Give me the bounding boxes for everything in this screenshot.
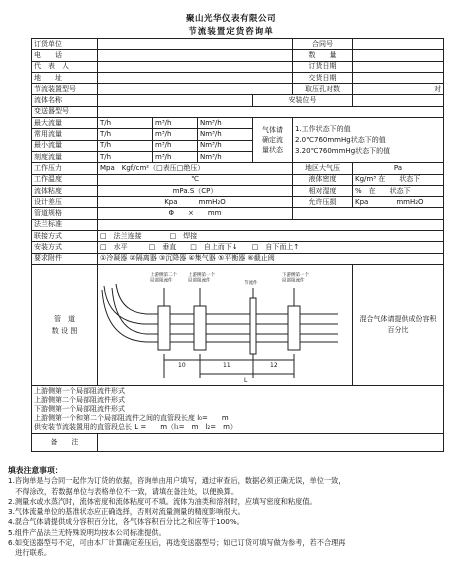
- pipe-spec-label: 管道规格: [32, 208, 98, 219]
- local-pressure-field[interactable]: Pa: [353, 163, 444, 174]
- relative-humidity-label: 相对湿度: [293, 185, 353, 196]
- pipe-layout-diagram: [98, 266, 353, 384]
- local-pressure-label: 地区大气压: [293, 163, 353, 174]
- fluid-viscosity-field[interactable]: mPa.S（CP）: [98, 185, 293, 196]
- common-flow-m3h[interactable]: m³/h: [153, 129, 198, 140]
- gas-option-2[interactable]: 2.0℃760mmHg状态下的值: [295, 135, 386, 144]
- representative-field[interactable]: [98, 61, 293, 72]
- note-line-5: 4.混合气体请提供成分容积百分比，各气体容积百分比之和应等于100%。: [8, 517, 244, 527]
- gas-condition-options[interactable]: [293, 118, 444, 163]
- allowable-loss-label: 允许压损: [293, 197, 353, 208]
- work-pressure-field[interactable]: Mpa Kgf/cm²（□表压□绝压）: [98, 163, 293, 174]
- pipe-diagram-label: 管 道 数 设 图: [32, 264, 98, 385]
- upstream-2-fitting: [158, 306, 170, 350]
- upstream-line-4[interactable]: 上游侧第一个和第二个局部阻流件之间的直管段长度 l₀= m: [34, 413, 229, 422]
- phone-field[interactable]: [98, 50, 293, 61]
- device-model-field[interactable]: [98, 84, 293, 95]
- work-temp-label: 工作温度: [32, 174, 98, 185]
- remarks-label: 备 注: [32, 433, 98, 451]
- gas-option-1[interactable]: 1.工作状态下的值: [295, 124, 351, 133]
- address-field[interactable]: [98, 72, 293, 83]
- notes-section: [8, 466, 456, 559]
- pipe-upper-wall: [104, 286, 338, 324]
- note-line-1: 1.咨询单是与合同一起作为订货的依据，咨询单由用户填写，通过审查后，数据必须正确无误，单位一致，: [8, 476, 346, 486]
- scale-flow-m3h[interactable]: m³/h: [153, 151, 198, 162]
- label-up1: 上游侧第一个局部阻流件: [188, 272, 215, 284]
- work-pressure-label: 工作压力: [32, 163, 98, 174]
- order-date-field[interactable]: [353, 61, 444, 72]
- note-line-7: 6.如变送器型号不定，可由本厂计算确定差压后，再选变送器型号；如已订货可填写做为参考，若不合理再: [8, 538, 346, 548]
- max-flow-m3h[interactable]: m³/h: [153, 118, 198, 129]
- transmitter-model-field[interactable]: [98, 106, 444, 117]
- max-flow-th[interactable]: T/h: [98, 118, 153, 129]
- pipe-lower-inner: [112, 288, 338, 334]
- note-line-2: 不得涂改，若数据单位与表格单位不一致，请填在备注处，以便换算。: [8, 486, 239, 496]
- allowable-loss-field[interactable]: Kpa mmH₂O: [353, 197, 444, 208]
- remarks-field[interactable]: [98, 433, 444, 451]
- standard-field[interactable]: [98, 219, 444, 230]
- install-tag-label: 安装位号: [253, 95, 353, 106]
- order-form-table: [31, 38, 444, 452]
- dim-text-12: 12: [270, 361, 278, 369]
- transmitter-model-label: 变送器型号: [32, 106, 98, 117]
- order-unit-field[interactable]: [98, 39, 293, 50]
- upstream-1-fitting: [194, 306, 206, 350]
- mixed-gas-note: 混合气体请提供成份容积 百分比: [353, 264, 444, 385]
- dim-text-L: L: [244, 376, 248, 384]
- standard-label: 法兰标准: [32, 219, 98, 230]
- common-flow-nm3h[interactable]: Nm³/h: [198, 129, 253, 140]
- upstream-line-3[interactable]: 下游侧第一个局部阻流件形式: [34, 404, 125, 413]
- company-name: 聚山光华仪表有限公司: [185, 14, 276, 24]
- tap-count-label: 取压孔对数: [293, 84, 353, 95]
- min-flow-m3h[interactable]: m³/h: [153, 140, 198, 151]
- fluid-name-field[interactable]: [98, 95, 253, 106]
- device-model-label: 节流装置型号: [32, 84, 98, 95]
- note-line-6: 5.组件产品法兰无特殊说明均按本公司标准提供。: [8, 527, 166, 537]
- work-temp-field[interactable]: ℃: [98, 174, 293, 185]
- relative-humidity-field[interactable]: % 在 状态下: [353, 185, 444, 196]
- orifice-plate: [250, 298, 256, 354]
- label-up2: 上游侧第二个局部阻流件: [150, 272, 177, 284]
- accessories-label: 要求附件: [32, 253, 98, 264]
- document-title: 节流装置定货咨询单: [188, 27, 274, 37]
- order-date-label: 订货日期: [293, 61, 353, 72]
- contract-no-field[interactable]: [353, 39, 444, 50]
- install-mode-options[interactable]: □ 水平 □ 垂直 □ 自上而下↓ □ 自下而上↑: [98, 242, 444, 253]
- accessories-options[interactable]: ①冷凝器 ②隔离器 ③沉降器 ④集气器 ⑤平衡器 ⑥截止阀: [98, 253, 444, 264]
- pipe-spec-extra[interactable]: [293, 208, 444, 219]
- order-unit-label: 订货单位: [32, 39, 98, 50]
- max-flow-label: 最大流量: [32, 118, 98, 129]
- upstream-line-2[interactable]: 上游侧第二个局部阻流件形式: [34, 395, 125, 404]
- note-line-4: 3.气体流量单位的基准状态应正确选择，否则对流量测量的精度影响很大。: [8, 507, 245, 517]
- common-flow-label: 常用流量: [32, 129, 98, 140]
- gas-condition-label: 气体请 确定流 量状态: [253, 118, 293, 163]
- liquid-density-label: 液体密度: [293, 174, 353, 185]
- min-flow-nm3h[interactable]: Nm³/h: [198, 140, 253, 151]
- scale-flow-nm3h[interactable]: Nm³/h: [198, 151, 253, 162]
- install-mode-label: 安装方式: [32, 242, 98, 253]
- gas-option-3[interactable]: 3.20℃760mmHg状态下的值: [295, 146, 391, 155]
- pipe-inner-wall: [116, 284, 338, 314]
- representative-label: 代 表 人: [32, 61, 98, 72]
- fluid-viscosity-label: 流体粘度: [32, 185, 98, 196]
- address-label: 地 址: [32, 72, 98, 83]
- note-line-8: 进行联系。: [8, 548, 52, 558]
- fluid-name-label: 流体名称: [32, 95, 98, 106]
- connection-options[interactable]: □ 法兰连接 □ 焊接: [98, 231, 444, 242]
- install-tag-field[interactable]: [353, 95, 444, 106]
- design-dp-field[interactable]: Kpa mmH₂O: [98, 197, 293, 208]
- downstream-1-fitting: [288, 306, 300, 350]
- min-flow-th[interactable]: T/h: [98, 140, 153, 151]
- tap-count-field[interactable]: [353, 84, 444, 95]
- label-down1: 下游侧第一个局部阻流件: [282, 272, 309, 284]
- common-flow-th[interactable]: T/h: [98, 129, 153, 140]
- note-line-3: 2.测量水或水蒸汽时，流体密度和流体粘度可不填。流体为油类和溶剂时，应填写密度和粘度值。: [8, 496, 317, 506]
- scale-flow-th[interactable]: T/h: [98, 151, 153, 162]
- label-device: 节流件: [244, 280, 258, 286]
- quantity-label: 数 量: [293, 50, 353, 61]
- notes-title: 填表注意事项：: [8, 466, 63, 475]
- pipe-spec-field[interactable]: Φ × mm: [98, 208, 293, 219]
- dim-text-11: 11: [223, 361, 231, 369]
- dim-text-10: 10: [178, 361, 186, 369]
- contract-no-label: 合同号: [293, 39, 353, 50]
- phone-label: 电 话: [32, 50, 98, 61]
- design-dp-label: 设计差压: [32, 197, 98, 208]
- quantity-field[interactable]: [353, 50, 444, 61]
- connection-label: 联接方式: [32, 231, 98, 242]
- scale-flow-label: 刻度流量: [32, 151, 98, 162]
- liquid-density-field[interactable]: Kg/m³ 在 状态下: [353, 174, 444, 185]
- upstream-info-block[interactable]: [32, 385, 444, 433]
- pipe-diagram-cell: [98, 264, 353, 385]
- min-flow-label: 最小流量: [32, 140, 98, 151]
- delivery-date-field[interactable]: [353, 72, 444, 83]
- pair-unit: 对: [434, 84, 441, 93]
- delivery-date-label: 交货日期: [293, 72, 353, 83]
- upstream-line-5[interactable]: 供安装节流装置用的直管段总长 L = m（l₁= m l₂= m）: [34, 422, 237, 431]
- max-flow-nm3h[interactable]: Nm³/h: [198, 118, 253, 129]
- upstream-line-1[interactable]: 上游侧第一个局部阻流件形式: [34, 386, 125, 395]
